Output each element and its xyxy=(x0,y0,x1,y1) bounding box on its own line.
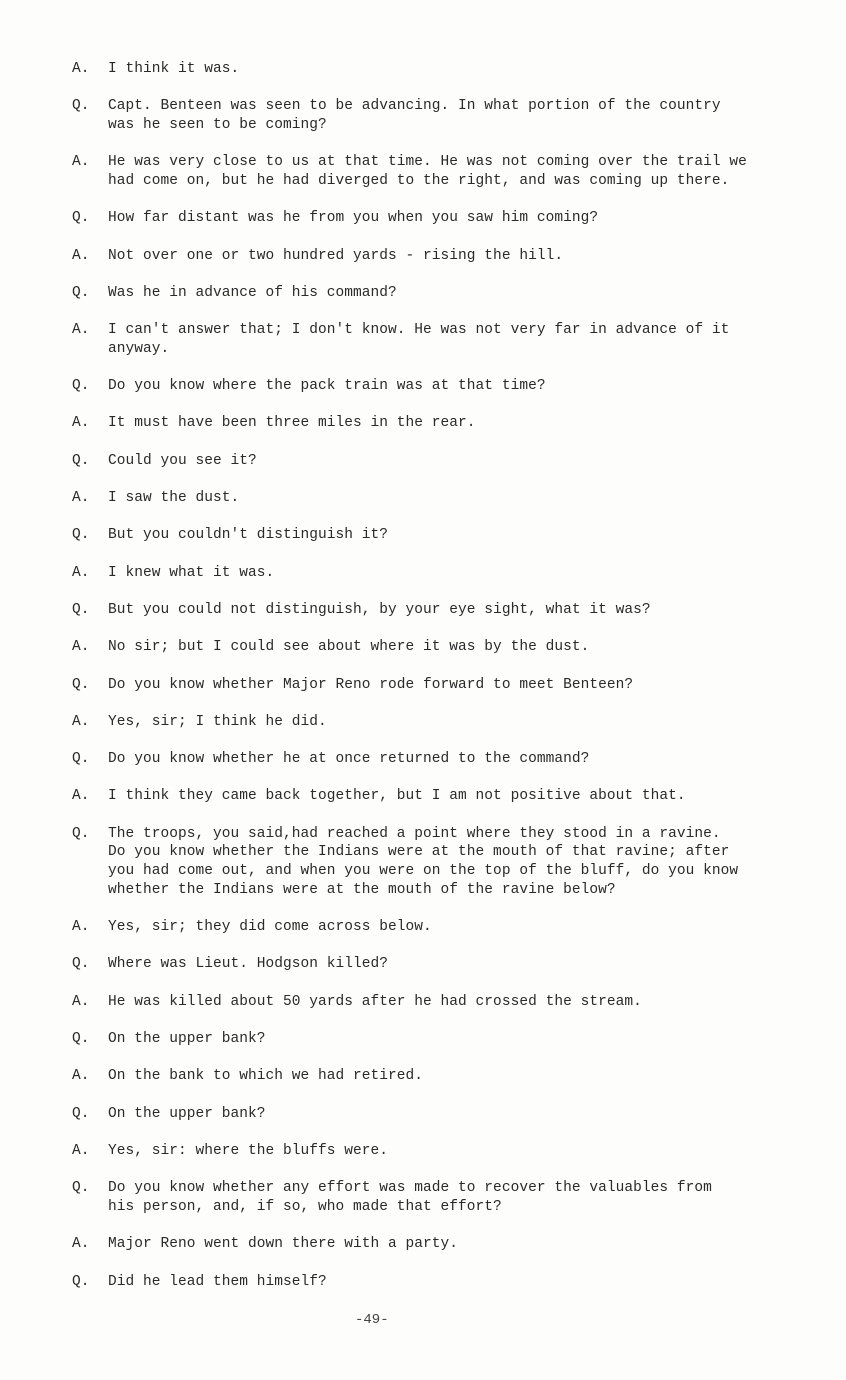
entry-text: But you could not distinguish, by your eye sight, what it was? xyxy=(108,601,651,618)
answer-entry xyxy=(72,153,802,190)
speaker-label: Q. xyxy=(72,284,90,301)
question-entry xyxy=(72,526,802,545)
speaker-label: Q. xyxy=(72,378,90,395)
entry-text: The troops, you said,had reached a point where they stood in a ravine. Do you know whether the Indians were at the mouth of that ravine; after you had come out, and when you were on the top of the bluff, do you know whether the Indians were at the mouth of the ravine below? xyxy=(108,825,739,898)
entry-text: Yes, sir; they did come across below. xyxy=(108,919,432,936)
question-entry xyxy=(72,676,802,695)
speaker-label: A. xyxy=(72,993,90,1010)
entry-text: Where was Lieut. Hodgson killed? xyxy=(108,956,389,973)
testimony-transcript xyxy=(72,60,802,1310)
question-entry xyxy=(72,1105,802,1124)
entry-text: On the upper bank? xyxy=(108,1105,266,1122)
speaker-label: A. xyxy=(72,61,90,77)
speaker-label: A. xyxy=(72,247,90,264)
answer-entry xyxy=(72,489,802,508)
question-entry xyxy=(72,1273,802,1292)
speaker-label: Q. xyxy=(72,676,90,693)
speaker-label: Q. xyxy=(72,1031,90,1048)
entry-text: Do you know where the pack train was at that time? xyxy=(108,378,546,395)
speaker-label: A. xyxy=(72,1142,90,1159)
entry-text: Not over one or two hundred yards - rising the hill. xyxy=(108,247,564,264)
speaker-label: Q. xyxy=(72,751,90,768)
entry-text: But you couldn't distinguish it? xyxy=(108,527,389,544)
speaker-label: A. xyxy=(72,1236,90,1253)
speaker-label: A. xyxy=(72,788,90,805)
entry-text: Do you know whether Major Reno rode forward to meet Benteen? xyxy=(108,676,634,693)
entry-text: Major Reno went down there with a party. xyxy=(108,1236,459,1253)
answer-entry xyxy=(72,918,802,937)
question-entry xyxy=(72,601,802,620)
entry-text: I think it was. xyxy=(108,61,240,77)
speaker-label: Q. xyxy=(72,1273,90,1290)
entry-text: Yes, sir: where the bluffs were. xyxy=(108,1142,389,1159)
question-entry xyxy=(72,1179,802,1216)
answer-entry xyxy=(72,247,802,266)
question-entry xyxy=(72,1030,802,1049)
speaker-label: Q. xyxy=(72,98,90,115)
speaker-label: A. xyxy=(72,919,90,936)
speaker-label: Q. xyxy=(72,825,90,842)
entry-text: He was killed about 50 yards after he had crossed the stream. xyxy=(108,993,642,1010)
page-number: -49- xyxy=(355,1312,389,1328)
entry-text: I knew what it was. xyxy=(108,564,275,581)
question-entry xyxy=(72,825,802,900)
speaker-label: A. xyxy=(72,322,90,339)
speaker-label: A. xyxy=(72,154,90,171)
speaker-label: Q. xyxy=(72,527,90,544)
speaker-label: A. xyxy=(72,713,90,730)
entry-text: Do you know whether he at once returned to the command? xyxy=(108,751,590,768)
speaker-label: A. xyxy=(72,415,90,432)
entry-text: I saw the dust. xyxy=(108,490,240,507)
answer-entry xyxy=(72,564,802,583)
answer-entry xyxy=(72,414,802,433)
entry-text: Do you know whether any effort was made to recover the valuables from his person, and, if so, who made that effort? xyxy=(108,1180,712,1215)
answer-entry xyxy=(72,638,802,657)
entry-text: I think they came back together, but I am not positive about that. xyxy=(108,788,686,805)
speaker-label: Q. xyxy=(72,601,90,618)
question-entry xyxy=(72,955,802,974)
speaker-label: Q. xyxy=(72,1180,90,1197)
speaker-label: A. xyxy=(72,564,90,581)
entry-text: On the upper bank? xyxy=(108,1031,266,1048)
answer-entry xyxy=(72,787,802,806)
entry-text: Yes, sir; I think he did. xyxy=(108,713,327,730)
entry-text: He was very close to us at that time. He was not coming over the trail we had come on, but he had diverged to the right, and was coming up there. xyxy=(108,154,747,189)
speaker-label: Q. xyxy=(72,956,90,973)
answer-entry xyxy=(72,1142,802,1161)
speaker-label: Q. xyxy=(72,210,90,227)
speaker-label: Q. xyxy=(72,452,90,469)
entry-text: Capt. Benteen was seen to be advancing. In what portion of the country was he seen to be coming? xyxy=(108,98,721,133)
speaker-label: A. xyxy=(72,490,90,507)
entry-text: How far distant was he from you when you saw him coming? xyxy=(108,210,599,227)
entry-text: Could you see it? xyxy=(108,452,257,469)
speaker-label: Q. xyxy=(72,1105,90,1122)
question-entry xyxy=(72,284,802,303)
entry-text: I can't answer that; I don't know. He was not very far in advance of it anyway. xyxy=(108,322,730,357)
question-entry xyxy=(72,750,802,769)
entry-text: No sir; but I could see about where it was by the dust. xyxy=(108,639,590,656)
entry-text: It must have been three miles in the rear. xyxy=(108,415,476,432)
entry-text: Did he lead them himself? xyxy=(108,1273,327,1290)
speaker-label: A. xyxy=(72,1068,90,1085)
speaker-label: A. xyxy=(72,639,90,656)
answer-entry xyxy=(72,321,802,358)
answer-entry xyxy=(72,713,802,732)
answer-entry xyxy=(72,1235,802,1254)
answer-entry xyxy=(72,993,802,1012)
entry-text: Was he in advance of his command? xyxy=(108,284,397,301)
question-entry xyxy=(72,377,802,396)
question-entry xyxy=(72,452,802,471)
entry-text: On the bank to which we had retired. xyxy=(108,1068,424,1085)
question-entry xyxy=(72,97,802,134)
answer-entry xyxy=(72,1067,802,1086)
question-entry xyxy=(72,209,802,228)
answer-entry xyxy=(72,60,802,79)
